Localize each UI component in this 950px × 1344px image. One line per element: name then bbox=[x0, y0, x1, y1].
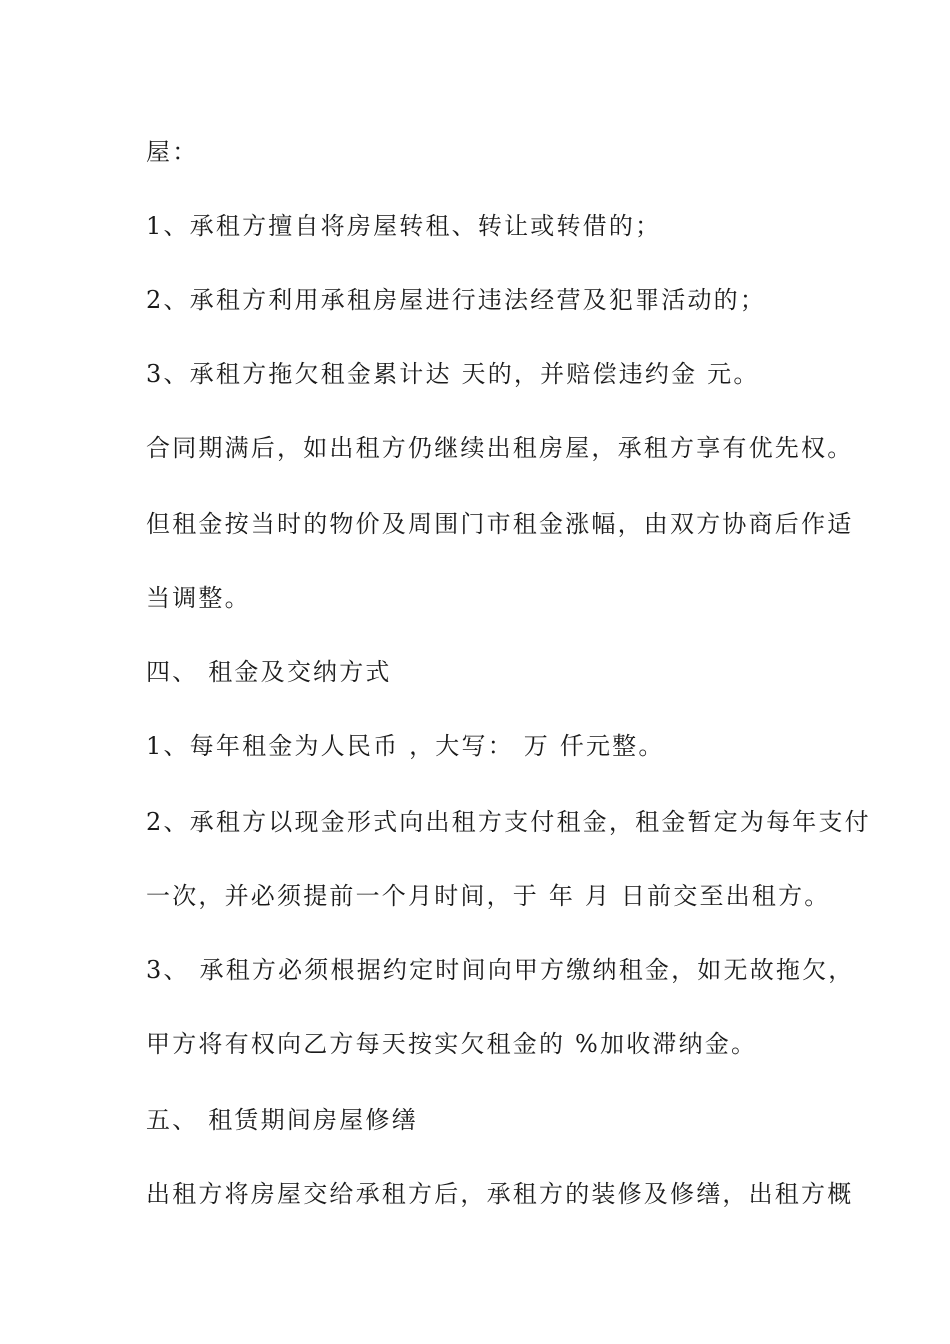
text-line: 1、每年租金为人民币 ，大写： 万 仟元整。 bbox=[146, 732, 665, 760]
text-line: 1、承租方擅自将房屋转租、转让或转借的； bbox=[146, 212, 662, 240]
text-line: 3、 承租方必须根据约定时间向甲方缴纳租金，如无故拖欠， bbox=[146, 956, 855, 984]
text-line: 2、承租方利用承租房屋进行违法经营及犯罪活动的； bbox=[146, 286, 767, 314]
section-heading: 四、 租金及交纳方式 bbox=[146, 658, 392, 686]
text-line: 当调整。 bbox=[146, 584, 251, 612]
text-line: 2、承租方以现金形式向出租方支付租金，租金暂定为每年支付 bbox=[146, 808, 871, 836]
text-line: 一次，并必须提前一个月时间，于 年 月 日前交至出租方。 bbox=[146, 882, 831, 910]
text-line: 3、承租方拖欠租金累计达 天的，并赔偿违约金 元。 bbox=[146, 360, 760, 388]
text-line: 出租方将房屋交给承租方后，承租方的装修及修缮，出租方概 bbox=[146, 1180, 854, 1208]
section-heading: 五、 租赁期间房屋修缮 bbox=[146, 1106, 418, 1134]
text-line: 甲方将有权向乙方每天按实欠租金的 %加收滞纳金。 bbox=[146, 1030, 758, 1058]
text-line: 但租金按当时的物价及周围门市租金涨幅，由双方协商后作适 bbox=[146, 510, 854, 538]
text-line: 屋： bbox=[146, 138, 199, 166]
text-line: 合同期满后，如出租方仍继续出租房屋，承租方享有优先权。 bbox=[146, 434, 854, 462]
